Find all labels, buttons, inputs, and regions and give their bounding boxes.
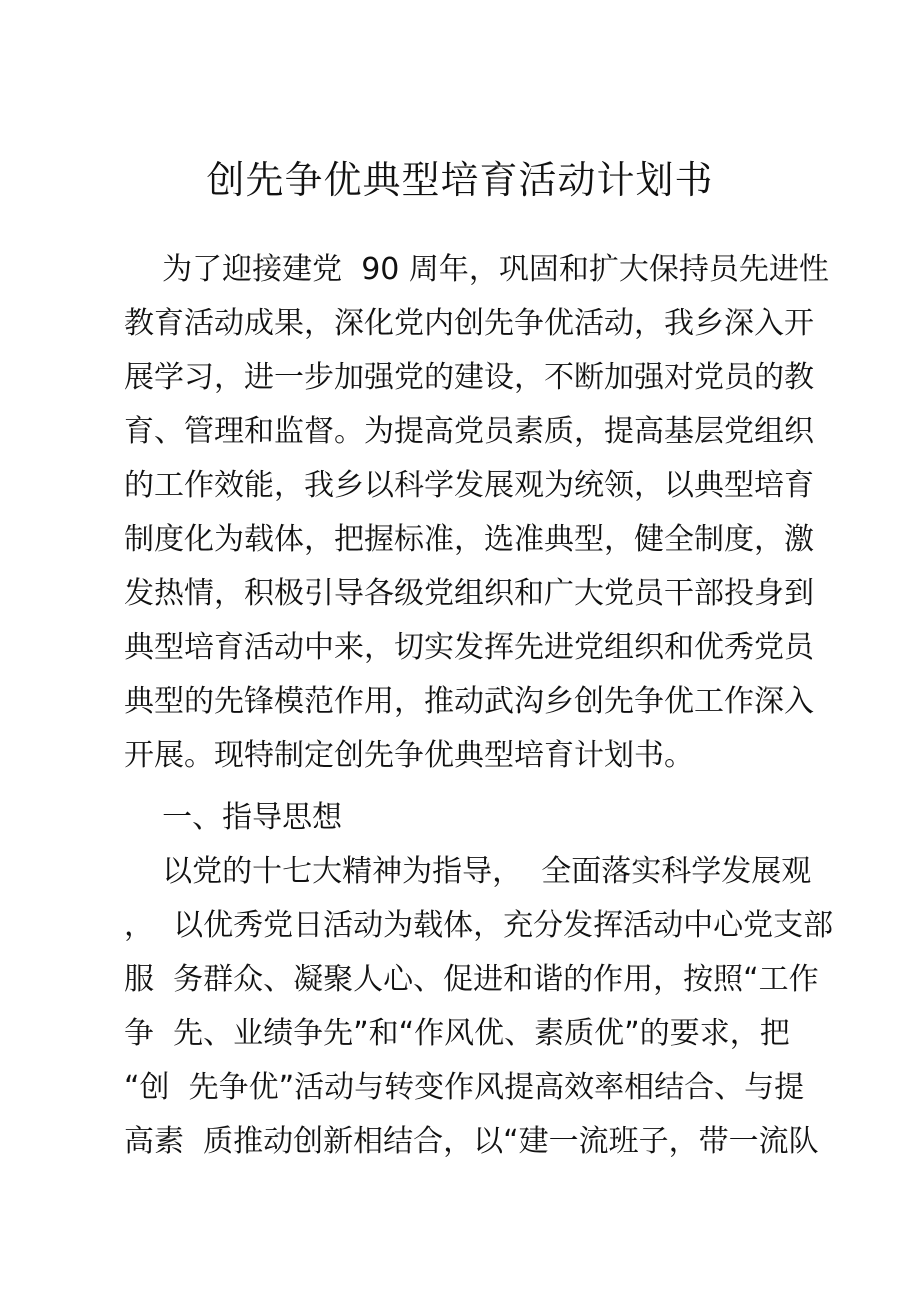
intro-line-3: 展学习，进一步加强党的建设，不断加强对党员的教: [124, 360, 814, 395]
intro-line-9: 典型的先锋模范作用，推动武沟乡创先争优工作深入: [124, 684, 814, 719]
document-title: 创先争优典型培育活动计划书: [206, 158, 714, 202]
section-line-5: “创 先争优”活动与转变作风提高效率相结合、与提: [124, 1070, 805, 1105]
section-heading: 一、指导思想: [124, 800, 343, 835]
intro-line-4: 育、管理和监督。为提高党员素质，提高基层党组织: [124, 414, 814, 449]
intro-line-8: 典型培育活动中来，切实发挥先进党组织和优秀党员: [124, 630, 814, 665]
section-line-2: ， 以优秀党日活动为载体，充分发挥活动中心党支部: [124, 908, 834, 943]
intro-line-5: 的工作效能，我乡以科学发展观为统领，以典型培育: [124, 468, 814, 503]
intro-line-10: 开展。现特制定创先争优典型培育计划书。: [124, 738, 694, 773]
section-line-6: 高素 质推动创新相结合，以“建一流班子，带一流队: [124, 1124, 819, 1159]
intro-line-1: 为了迎接建党 90 周年，巩固和扩大保持员先进性: [124, 252, 829, 287]
intro-line-7: 发热情，积极引导各级党组织和广大党员干部投身到: [124, 576, 814, 611]
section-line-1: 以党的十七大精神为指导， 全面落实科学发展观: [124, 854, 812, 889]
section-line-3: 服 务群众、凝聚人心、促进和谐的作用，按照“工作: [124, 962, 819, 997]
intro-line-6: 制度化为载体，把握标准，选准典型，健全制度，激: [124, 522, 814, 557]
intro-line-2: 教育活动成果，深化党内创先争优活动，我乡深入开: [124, 306, 814, 341]
section-line-4: 争 先、业绩争先”和“作风优、素质优”的要求，把: [124, 1016, 790, 1051]
